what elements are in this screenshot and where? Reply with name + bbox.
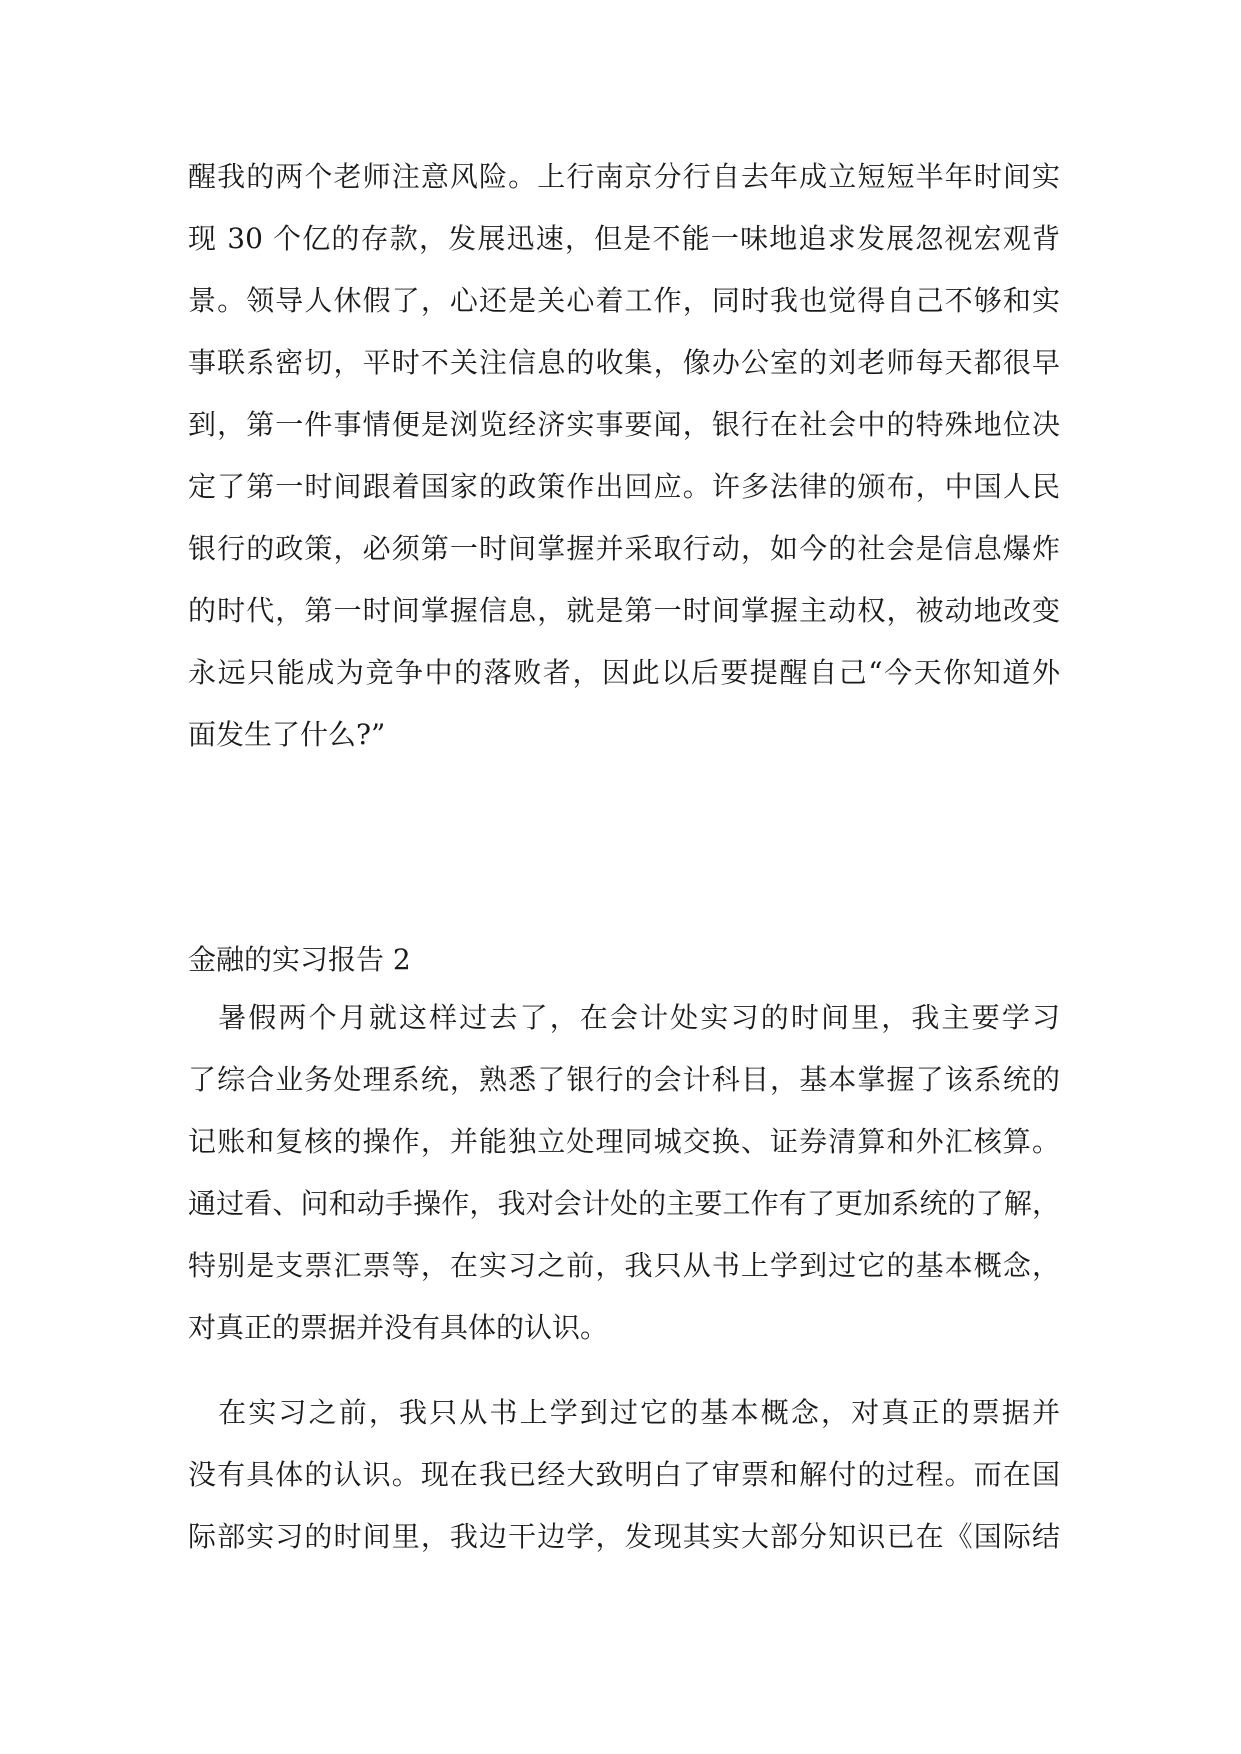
text-line: 通过看、问和动手操作，我对会计处的主要工作有了更加系统的了解， <box>188 1187 1060 1220</box>
text-line: 记账和复核的操作，并能独立处理同城交换、证券清算和外汇核算。 <box>188 1125 1060 1158</box>
text-line: 对真正的票据并没有具体的认识。 <box>188 1311 609 1344</box>
text-line: 没有具体的认识。现在我已经大致明白了审票和解付的过程。而在国 <box>188 1458 1060 1491</box>
text-line: 在实习之前，我只从书上学到过它的基本概念，对真正的票据并 <box>188 1396 1060 1429</box>
section-heading-block <box>188 929 1060 991</box>
text-line: 暑假两个月就这样过去了，在会计处实习的时间里，我主要学习 <box>188 1001 1060 1034</box>
text-line: 景。领导人休假了，心还是关心着工作，同时我也觉得自己不够和实 <box>188 284 1060 317</box>
text-line: 际部实习的时间里，我边干边学，发现其实大部分知识已在《国际结 <box>188 1520 1060 1553</box>
text-line: 了综合业务处理系统，熟悉了银行的会计科目，基本掌握了该系统的 <box>188 1063 1060 1096</box>
section-heading: 金融的实习报告 2 <box>188 943 411 976</box>
text-line: 银行的政策，必须第一时间掌握并采取行动，如今的社会是信息爆炸 <box>188 532 1060 565</box>
text-line: 事联系密切，平时不关注信息的收集，像办公室的刘老师每天都很早 <box>188 346 1060 379</box>
text-line: 的时代，第一时间掌握信息，就是第一时间掌握主动权，被动地改变 <box>188 594 1060 627</box>
paragraph-1 <box>188 987 1060 1359</box>
text-line: 醒我的两个老师注意风险。上行南京分行自去年成立短短半年时间实 <box>188 160 1060 193</box>
text-line: 特别是支票汇票等，在实习之前，我只从书上学到过它的基本概念， <box>188 1249 1060 1282</box>
paragraph-2 <box>188 1382 1060 1568</box>
text-line: 到，第一件事情便是浏览经济实事要闻，银行在社会中的特殊地位决 <box>188 408 1060 441</box>
text-line: 面发生了什么?” <box>188 718 386 751</box>
text-line: 现 30 个亿的存款，发展迅速，但是不能一味地追求发展忽视宏观背 <box>188 222 1060 255</box>
text-line: 永远只能成为竞争中的落败者，因此以后要提醒自己“今天你知道外 <box>188 656 1060 689</box>
continuation-paragraph <box>188 146 1060 766</box>
text-line: 定了第一时间跟着国家的政策作出回应。许多法律的颁布，中国人民 <box>188 470 1060 503</box>
